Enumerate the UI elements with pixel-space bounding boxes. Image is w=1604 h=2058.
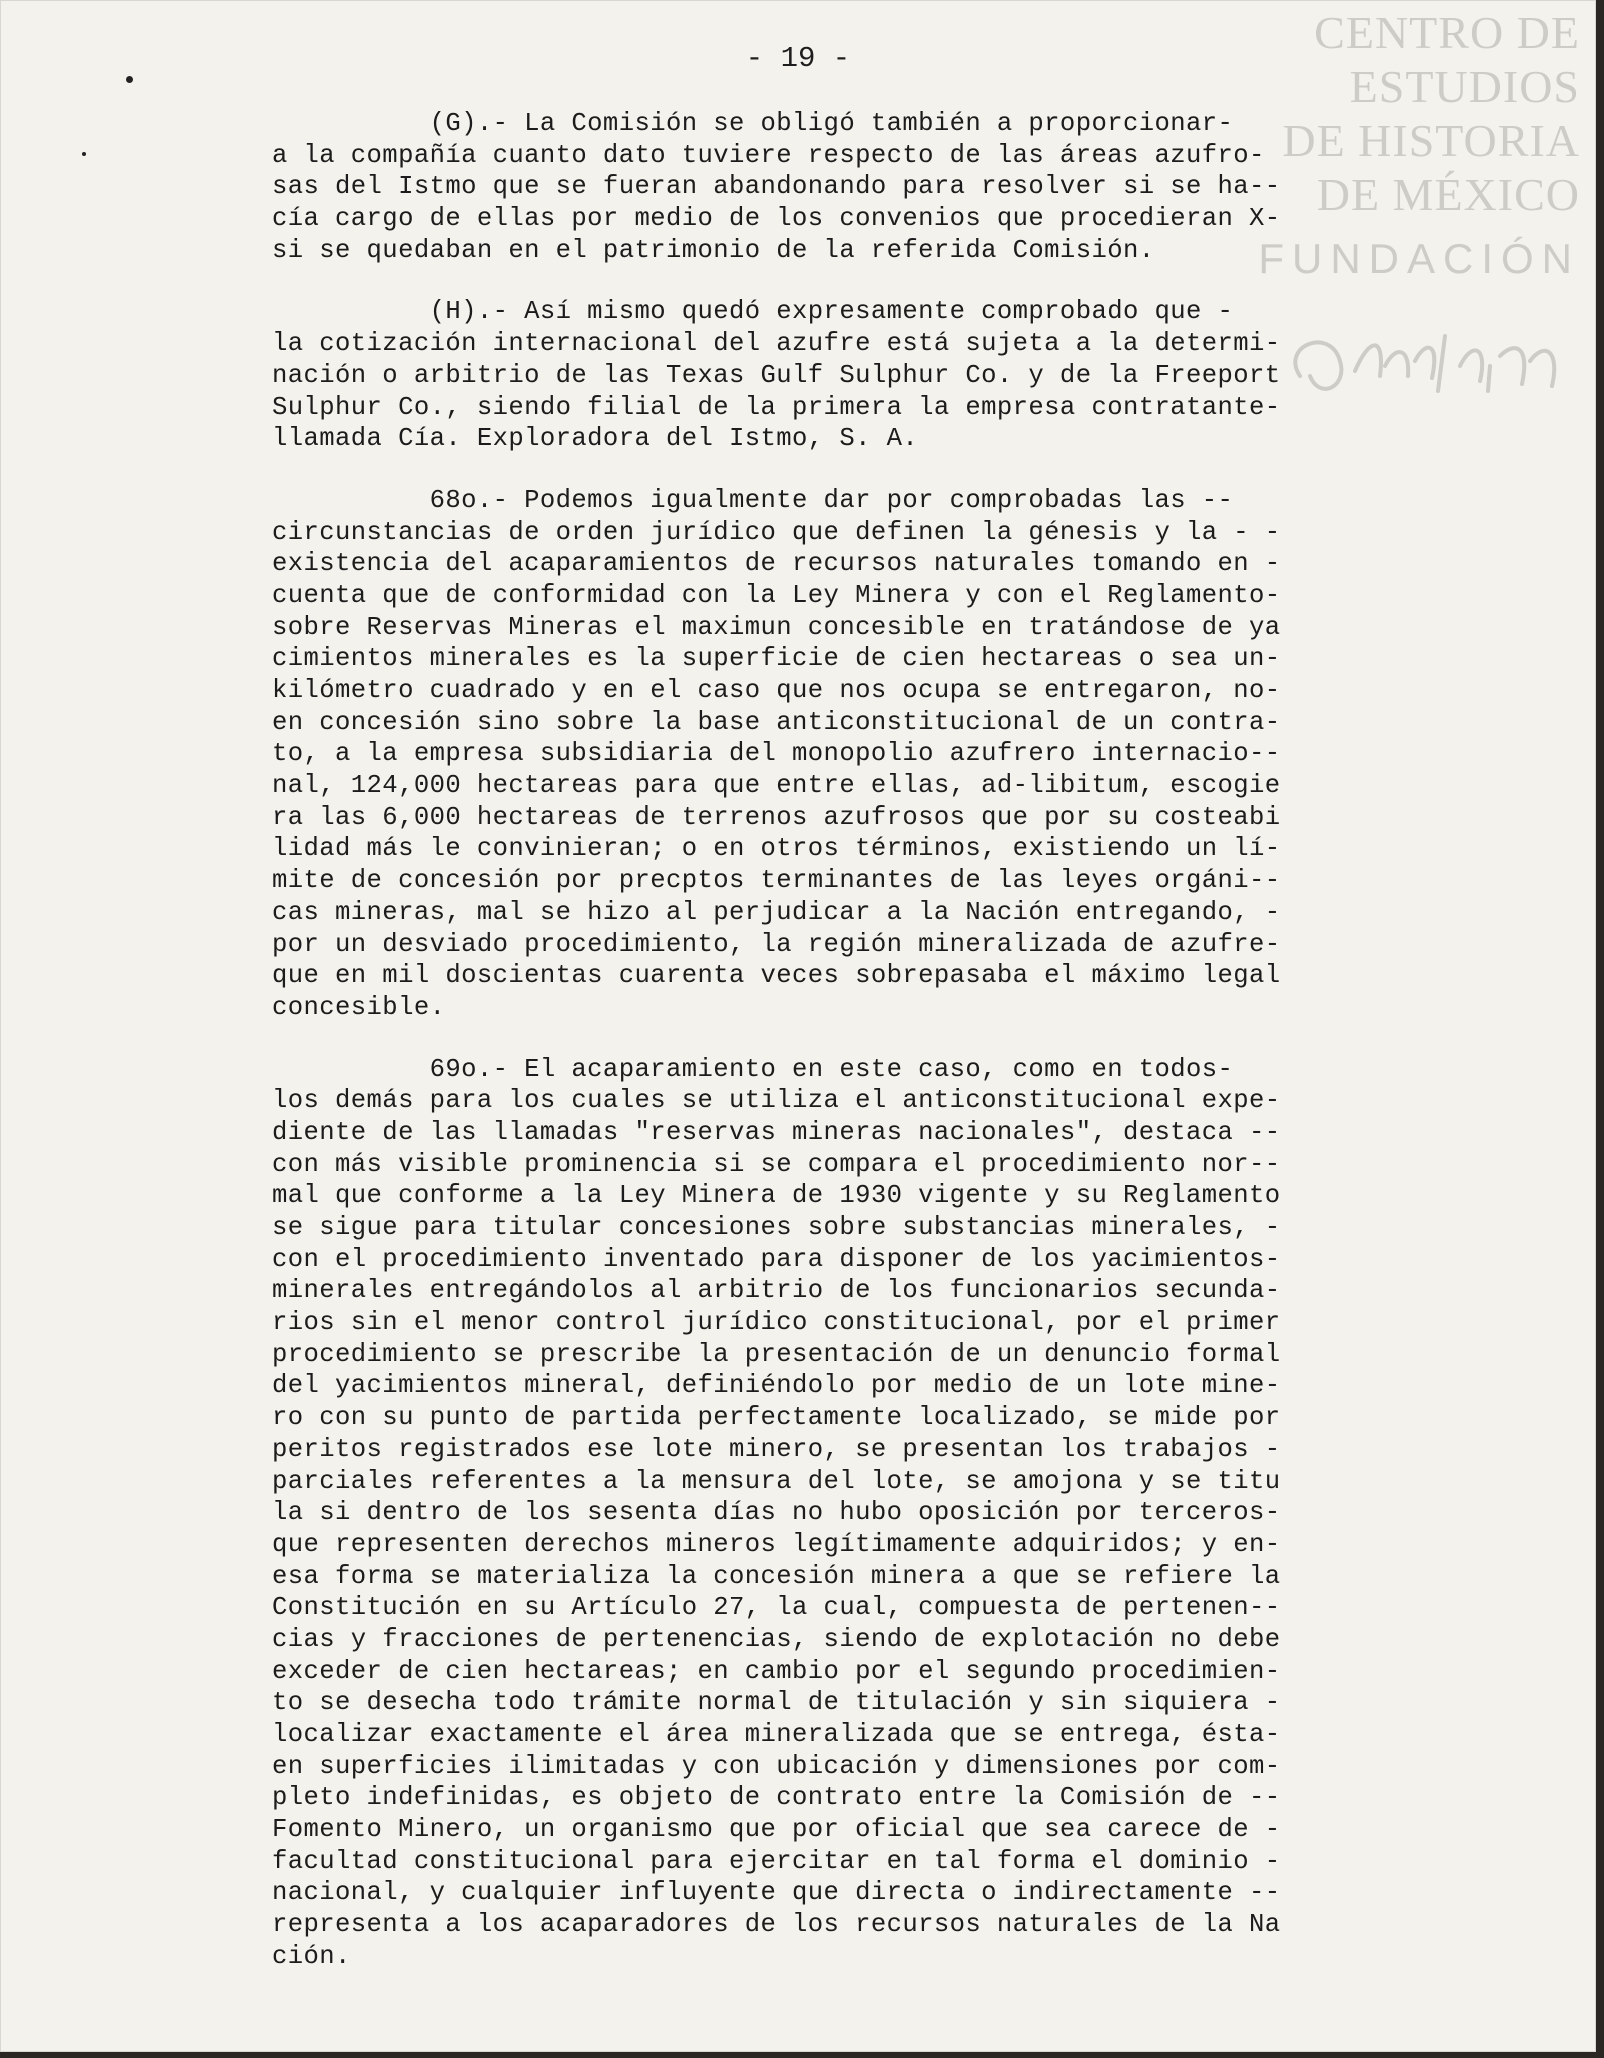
text-line: peritos registrados ese lote minero, se presentan los trabajos - [272,1434,1281,1464]
text-line: 68o.- Podemos igualmente dar por comprobadas las -- [272,485,1234,515]
text-line: procedimiento se prescribe la presentación de un denuncio formal [272,1339,1281,1369]
watermark-line: DE HISTORIA [1282,115,1580,166]
text-line: lidad más le convinieran; o en otros términos, existiendo un lí- [272,834,1281,864]
text-line: sas del Istmo que se fueran abandonando para resolver si se ha-- [272,172,1281,202]
watermark-foundation: FUNDACIÓN [1258,235,1580,282]
text-line: en superficies ilimitadas y con ubicación y dimensiones por com- [272,1751,1281,1781]
text-line: ción. [272,1941,351,1971]
punch-mark [126,76,133,83]
text-line: Constitución en su Artículo 27, la cual, compuesta de pertenen-- [272,1593,1281,1623]
text-line: mal que conforme a la Ley Minera de 1930 vigente y su Reglamento [272,1181,1281,1211]
page-number: - 19 - [745,42,851,75]
text-line: cimientos minerales es la superficie de cien hectareas o sea un- [272,644,1281,674]
text-line: parciales referentes a la mensura del lote, se amojona y se titu [272,1466,1281,1496]
text-line: por un desviado procedimiento, la región mineralizada de azufre- [272,929,1281,959]
paragraph-68 [272,485,1512,1024]
text-line: circunstancias de orden jurídico que definen la génesis y la - - [272,517,1281,547]
text-line: se sigue para titular concesiones sobre substancias minerales, - [272,1213,1281,1242]
text-line: la si dentro de los sesenta días no hubo oposición por terceros- [272,1498,1281,1528]
text-line: del yacimientos mineral, definiéndolo por medio de un lote mine- [272,1371,1281,1401]
text-line: si se quedaban en el patrimonio de la referida Comisión. [272,235,1155,265]
text-line: ro con su punto de partida perfectamente localizado, se mide por [272,1403,1281,1433]
text-line: esa forma se materializa la concesión minera a que se refiere la [272,1561,1281,1591]
text-line: con el procedimiento inventado para disponer de los yacimientos- [272,1244,1281,1274]
text-line: facultad constitucional para ejercitar en tal forma el dominio - [272,1846,1281,1876]
text-line: representa a los acaparadores de los recursos naturales de la Na [272,1910,1281,1940]
text-line: 69o.- El acaparamiento en este caso, como en todos- [272,1054,1234,1084]
text-line: Fomento Minero, un organismo que por oficial que sea carece de - [272,1815,1281,1845]
text-line: con más visible prominencia si se compara el procedimiento nor-- [272,1149,1281,1179]
text-line: nacional, y cualquier influyente que directa o indirectamente -- [272,1878,1281,1908]
paragraph-69 [272,1054,1512,1973]
text-line: cía cargo de ellas por medio de los convenios que procedieran X- [272,204,1281,234]
watermark-line: CENTRO DE [1314,7,1580,58]
document-body [272,108,1512,2003]
text-line: concesible. [272,992,446,1022]
text-line: diente de las llamadas "reservas mineras nacionales", destaca -- [272,1117,1281,1147]
text-line: minerales entregándolos al arbitrio de los funcionarios secunda- [272,1276,1281,1306]
text-line: pleto indefinidas, es objeto de contrato entre la Comisión de -- [272,1783,1281,1813]
text-line: la cotización internacional del azufre está sujeta a la determi- [272,329,1281,359]
watermark-line: DE MÉXICO [1316,169,1580,220]
text-line: que en mil doscientas cuarenta veces sobrepasaba el máximo legal [272,961,1281,991]
text-line: exceder de cien hectareas; en cambio por el segundo procedimien- [272,1656,1281,1686]
text-line: nación o arbitrio de las Texas Gulf Sulphur Co. y de la Freeport [272,360,1281,390]
paragraph-h [272,296,1512,454]
text-line: localizar exactamente el área mineralizada que se entrega, ésta- [272,1720,1281,1749]
text-line: cas mineras, mal se hizo al perjudicar a la Nación entregando, - [272,897,1281,927]
text-line: (H).- Así mismo quedó expresamente comprobado que - [272,297,1234,327]
text-line: en concesión sino sobre la base anticonstitucional de un contra- [272,707,1281,737]
text-line: to, a la empresa subsidiaria del monopolio azufrero internacio-- [272,739,1281,769]
text-line: to se desecha todo trámite normal de titulación y sin siquiera - [272,1688,1281,1718]
text-line: rios sin el menor control jurídico constitucional, por el primer [272,1308,1281,1338]
text-line: cias y fracciones de pertenencias, siendo de explotación no debe [272,1624,1281,1654]
text-line: los demás para los cuales se utiliza el anticonstitucional expe- [272,1086,1281,1116]
text-line: Sulphur Co., siendo filial de la primera la empresa contratante- [272,392,1281,422]
text-line: llamada Cía. Exploradora del Istmo, S. A. [272,424,919,454]
punch-mark [82,152,86,156]
text-line: a la compañía cuanto dato tuviere respecto de las áreas azufro- [272,140,1265,170]
text-line: (G).- La Comisión se obligó también a proporcionar- [272,109,1234,138]
paragraph-g [272,108,1512,266]
text-line: ra las 6,000 hectareas de terrenos azufrosos que por su costeabi [272,802,1281,832]
text-line: existencia del acaparamientos de recursos naturales tomando en - [272,549,1281,579]
text-line: kilómetro cuadrado y en el caso que nos ocupa se entregaron, no- [272,676,1281,705]
text-line: nal, 124,000 hectareas para que entre ellas, ad-libitum, escogie [272,771,1281,801]
text-line: que representen derechos mineros legítimamente adquiridos; y en- [272,1529,1281,1559]
watermark-line: ESTUDIOS [1349,61,1580,112]
text-line: mite de concesión por precptos terminantes de las leyes orgáni-- [272,866,1281,896]
text-line: sobre Reservas Mineras el maximun concesible en tratándose de ya [272,612,1281,642]
text-line: cuenta que de conformidad con la Ley Minera y con el Reglamento- [272,580,1281,610]
